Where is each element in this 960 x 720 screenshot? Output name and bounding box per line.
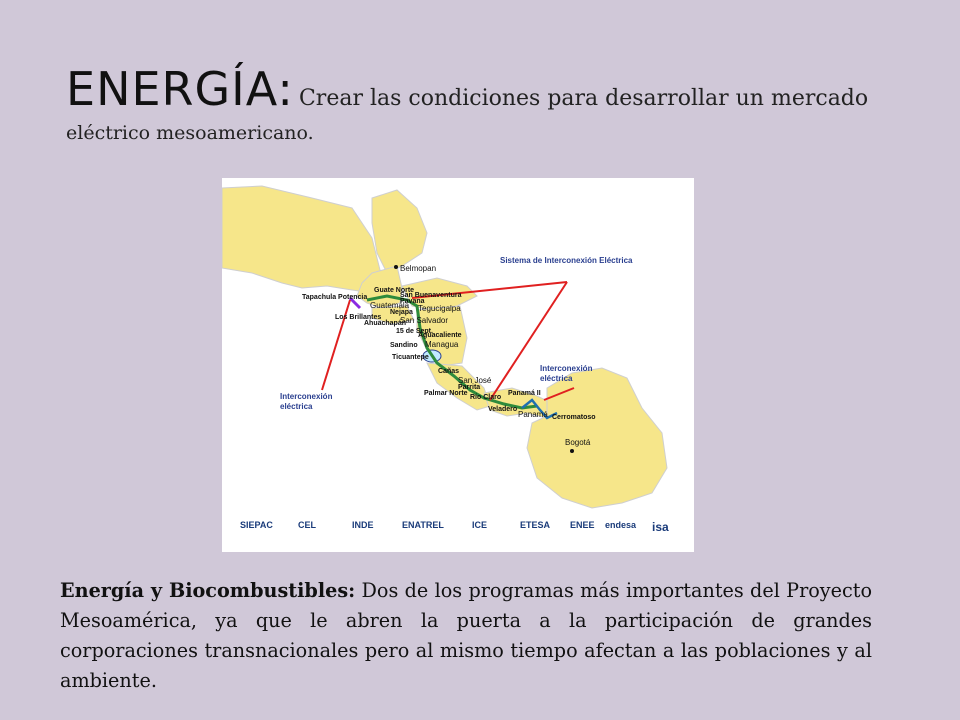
city-managua: Managua bbox=[425, 340, 459, 349]
sub-san-buenaventura: San Buenaventura bbox=[400, 292, 462, 299]
sub-ahuachapan: Ahuachapán bbox=[364, 320, 407, 327]
slide-title bbox=[66, 62, 906, 144]
sub-sandino: Sandino bbox=[390, 342, 418, 349]
logo-row bbox=[240, 520, 680, 544]
logo-siepac: SIEPAC bbox=[240, 520, 273, 530]
sub-15-sept: 15 de Sept. bbox=[396, 328, 433, 335]
city-bogota: Bogotá bbox=[565, 438, 591, 447]
city-tegucigalpa: Tegucigalpa bbox=[418, 304, 461, 313]
sub-rio-claro: Río Claro bbox=[470, 394, 502, 401]
label-interconexion-right: Interconexión eléctrica bbox=[540, 364, 593, 383]
sub-nejapa: Nejapa bbox=[390, 309, 413, 316]
yucatan-shape bbox=[372, 190, 427, 273]
sub-palmar-norte: Palmar Norte bbox=[424, 390, 468, 397]
sub-aguacaliente: Aguacaliente bbox=[418, 332, 462, 339]
logo-enatrel: ENATREL bbox=[402, 520, 444, 530]
city-san-jose: San José bbox=[458, 376, 492, 385]
bogota-dot bbox=[570, 449, 574, 453]
city-guatemala: Guatemala bbox=[370, 301, 410, 310]
logo-ice: ICE bbox=[472, 520, 488, 530]
city-panama: Panamá bbox=[518, 410, 548, 419]
logo-inde: INDE bbox=[352, 520, 374, 530]
logo-etesa: ETESA bbox=[520, 520, 551, 530]
sub-los-brillantes: Los Brillantes bbox=[335, 314, 382, 321]
sub-ticuantepe: Ticuantepe bbox=[392, 354, 429, 361]
title-subtitle: Crear las condiciones para desarrollar un mercado bbox=[298, 86, 869, 111]
body-paragraph bbox=[60, 576, 872, 696]
title-main: ENERGÍA: bbox=[66, 62, 294, 116]
sub-guate-norte: Guate Norte bbox=[374, 287, 415, 294]
colombia-shape bbox=[527, 368, 667, 508]
sub-parrita: Parrita bbox=[458, 384, 481, 391]
sub-canas: Cañas bbox=[438, 368, 460, 375]
sub-cerromatoso: Cerromatoso bbox=[552, 414, 596, 421]
body-text: Dos de los programas más importantes del Proyecto Mesoamérica, ya que le abren la puerta a la participación de grandes corporaciones transnacionales pero al mismo tiempo afectan a las poblaciones y al ambiente. bbox=[60, 579, 872, 692]
city-belmopan: Belmopan bbox=[400, 264, 437, 273]
label-interconexion-left: Interconexión eléctrica bbox=[280, 392, 333, 411]
title-subtitle-line2: eléctrico mesoamericano. bbox=[66, 122, 314, 144]
label-sistema: Sistema de Interconexión Eléctrica bbox=[500, 256, 633, 265]
logo-endesa: endesa bbox=[605, 520, 637, 530]
sub-tapachula: Tapachula Potencia bbox=[302, 294, 368, 301]
logo-enee: ENEE bbox=[570, 520, 595, 530]
interconnection-map bbox=[222, 178, 694, 552]
belmopan-dot bbox=[394, 265, 398, 269]
logo-isa: isa bbox=[652, 520, 669, 534]
sub-panama-ii: Panamá II bbox=[508, 390, 541, 397]
body-bold-lead: Energía y Biocombustibles: bbox=[60, 579, 356, 602]
city-san-salvador: San Salvador bbox=[400, 316, 449, 325]
mexico-shape bbox=[222, 186, 382, 293]
sub-veladero: Veladero bbox=[488, 406, 518, 413]
sub-pavana: Pavana bbox=[400, 298, 425, 305]
logo-cel: CEL bbox=[298, 520, 316, 530]
map-graphic bbox=[222, 178, 694, 552]
